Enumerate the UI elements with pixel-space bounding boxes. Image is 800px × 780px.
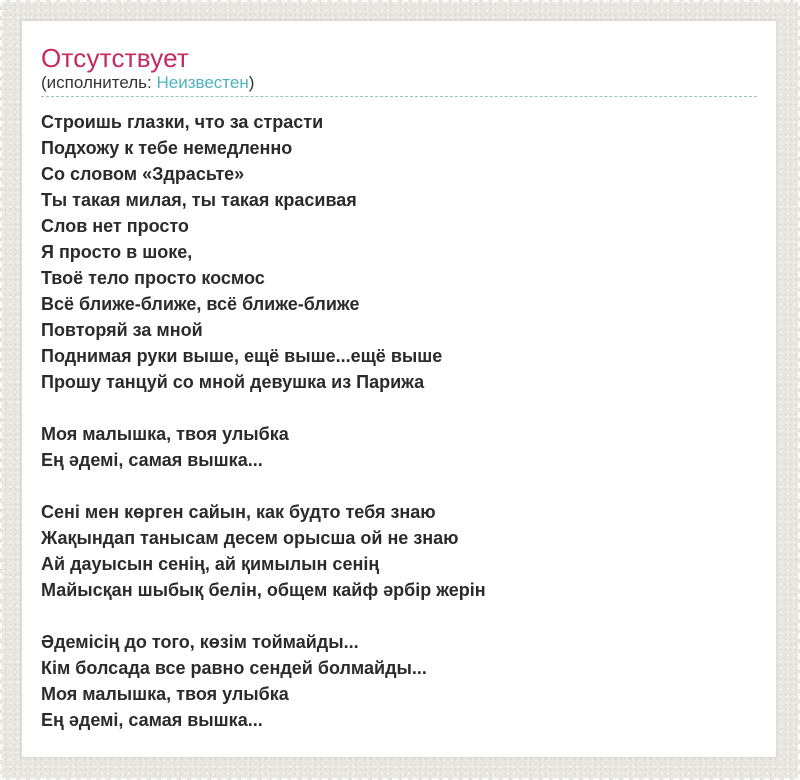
lyric-line: Кім болсада все равно сендей болмайды... xyxy=(41,658,427,678)
lyric-line: Ты такая милая, ты такая красивая xyxy=(41,190,357,210)
lyric-line: Ай дауысын сенің, ай қимылын сенің xyxy=(41,554,380,574)
lyric-line: Слов нет просто xyxy=(41,216,189,236)
lyric-line: Со словом «Здрасьте» xyxy=(41,164,245,184)
lyric-line: Ең әдемі, самая вышка... xyxy=(41,710,263,730)
lyric-line xyxy=(41,473,757,499)
lyric-line: Я просто в шоке, xyxy=(41,242,193,262)
lyrics-card xyxy=(21,20,777,758)
artist-label: (исполнитель: xyxy=(41,73,157,92)
lyric-line: Прошу танцуй со мной девушка из Парижа xyxy=(41,372,425,392)
lyrics-text xyxy=(41,109,757,733)
song-title: Отсутствует xyxy=(41,43,190,73)
lyric-line: Моя малышка, твоя улыбка xyxy=(41,684,289,704)
lyric-line: Әдемісің до того, көзім тоймайды... xyxy=(41,632,359,652)
lyric-line xyxy=(41,395,757,421)
lyric-line: Подхожу к тебе немедленно xyxy=(41,138,293,158)
lyric-line: Поднимая руки выше, ещё выше...ещё выше xyxy=(41,346,443,366)
lyric-line: Сені мен көрген сайын, как будто тебя знаю xyxy=(41,502,436,522)
lyric-line: Жақындап танысам десем орысша ой не знаю xyxy=(41,528,459,548)
lyric-line: Строишь глазки, что за страсти xyxy=(41,112,324,132)
lyric-line: Майысқан шыбық белін, общем кайф әрбір жерін xyxy=(41,580,486,600)
artist-line xyxy=(41,73,757,97)
lyric-line: Всё ближе-ближе, всё ближе-ближе xyxy=(41,294,360,314)
lyric-line: Моя малышка, твоя улыбка xyxy=(41,424,289,444)
artist-link[interactable]: Неизвестен xyxy=(156,73,249,92)
lyric-line: Повторяй за мной xyxy=(41,320,203,340)
artist-line-suffix: ) xyxy=(248,73,255,92)
lyric-line: Ең әдемі, самая вышка... xyxy=(41,450,263,470)
lyric-line: Твоё тело просто космос xyxy=(41,268,265,288)
lyric-line xyxy=(41,603,757,629)
